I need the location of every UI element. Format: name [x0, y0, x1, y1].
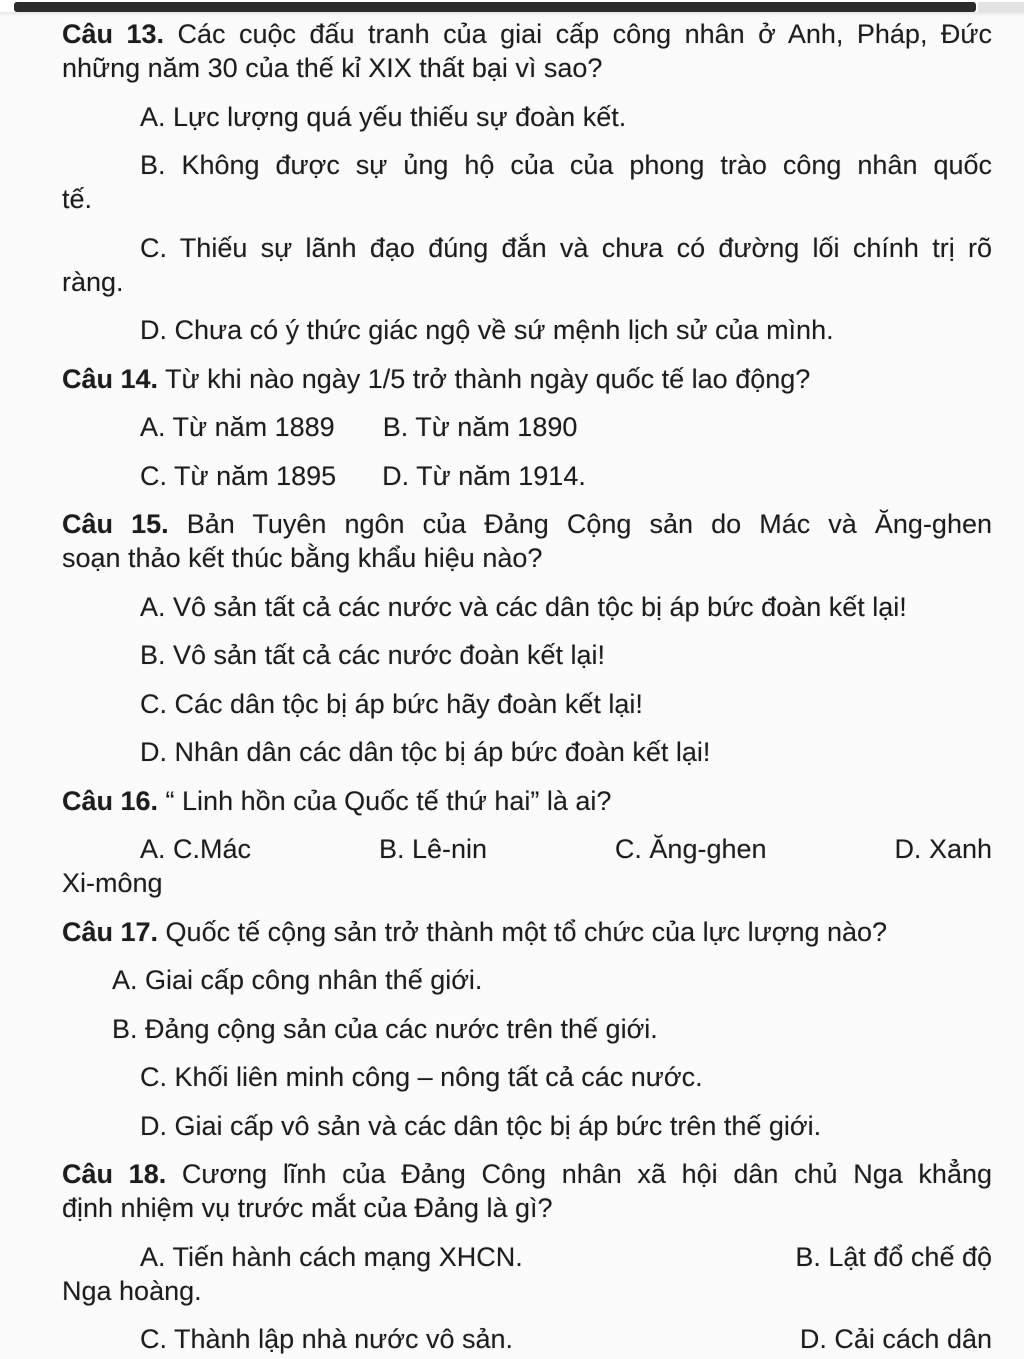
- option-block: [62, 963, 992, 997]
- option-block: [62, 1240, 992, 1308]
- option-row: [62, 1240, 992, 1274]
- document-body: [0, 13, 1024, 1356]
- text-line: B. Không được sự ủng hộ của của phong trào công nhân quốc: [140, 150, 992, 180]
- text-line: A. Lực lượng quá yếu thiếu sự đoàn kết.: [140, 101, 627, 132]
- question-number: Câu 16.: [62, 785, 159, 816]
- option-item: C. Thành lập nhà nước vô sản.: [140, 1324, 514, 1354]
- question-block: [62, 784, 992, 818]
- text-line: D. Giai cấp vô sản và các dân tộc bị áp bức trên thế giới.: [140, 1110, 822, 1141]
- option-item: C. Từ năm 1895: [140, 460, 337, 491]
- option-item: D. Cải cách dân: [799, 1324, 992, 1354]
- question-number: Câu 17.: [62, 916, 159, 947]
- option-item: A. Từ năm 1889: [140, 412, 335, 442]
- option-block: [62, 590, 992, 624]
- text-line: soạn thảo kết thúc bằng khẩu hiệu nào?: [62, 543, 543, 573]
- question-block: [62, 17, 992, 85]
- option-item: B. Lật đổ chế độ: [795, 1241, 992, 1272]
- text-line: C. Thiếu sự lãnh đạo đúng đắn và chưa có đường lối chính trị rõ: [140, 232, 992, 263]
- question-line: Câu 18. Cương lĩnh của Đảng Công nhân xã hội dân chủ Nga khẳng: [62, 1159, 992, 1189]
- text-line: định nhiệm vụ trước mắt của Đảng là gì?: [62, 1193, 553, 1223]
- text-line: C. Các dân tộc bị áp bức hãy đoàn kết lại!: [140, 688, 643, 719]
- question-line: Câu 16. “ Linh hồn của Quốc tế thứ hai” là ai?: [62, 785, 612, 816]
- photo-top-bar: [14, 2, 976, 12]
- option-row: [62, 832, 992, 866]
- text-line: những năm 30 của thế kỉ XIX thất bại vì sao?: [62, 53, 603, 83]
- option-item: B. Lê-nin: [378, 834, 488, 864]
- option-block: [62, 231, 992, 299]
- photo-top-bar-end: [978, 2, 1024, 12]
- text-line: Xi-mông: [62, 868, 163, 898]
- text-line: D. Nhân dân các dân tộc bị áp bức đoàn kết lại!: [140, 737, 711, 767]
- option-item: B. Từ năm 1890: [382, 412, 578, 442]
- option-block: [62, 1109, 992, 1143]
- question-number: Câu 18.: [62, 1159, 167, 1189]
- option-block: [62, 735, 992, 769]
- question-line: Câu 15. Bản Tuyên ngôn của Đảng Cộng sản do Mác và Ăng-ghen: [62, 509, 992, 539]
- option-block: [62, 313, 992, 347]
- option-item: A. C.Mác: [140, 834, 252, 864]
- option-block: [62, 1012, 992, 1046]
- question-block: [62, 362, 992, 396]
- text-line: A. Giai cấp công nhân thế giới.: [112, 965, 483, 995]
- text-line: A. Vô sản tất cả các nước và các dân tộc bị áp bức đoàn kết lại!: [140, 591, 907, 622]
- option-block: [62, 100, 992, 134]
- question-block: [62, 915, 992, 949]
- option-row: [62, 459, 992, 493]
- option-block: [62, 148, 992, 216]
- option-block: [62, 1322, 992, 1356]
- question-block: [62, 1157, 992, 1225]
- text-line: ràng.: [62, 266, 124, 297]
- option-block: [62, 638, 992, 672]
- question-line: Câu 13. Các cuộc đấu tranh của giai cấp công nhân ở Anh, Pháp, Đức: [62, 19, 992, 49]
- question-block: [62, 507, 992, 575]
- option-block: [62, 687, 992, 721]
- question-line: Câu 17. Quốc tế cộng sản trở thành một tổ chức của lực lượng nào?: [62, 916, 888, 947]
- option-block: [62, 1060, 992, 1094]
- text-line: B. Vô sản tất cả các nước đoàn kết lại!: [140, 640, 606, 670]
- text-line: C. Khối liên minh công – nông tất cả các nước.: [140, 1062, 703, 1092]
- option-block: [62, 410, 992, 444]
- question-number: Câu 15.: [62, 509, 169, 539]
- question-number: Câu 14.: [62, 363, 159, 394]
- option-item: A. Tiến hành cách mạng XHCN.: [140, 1241, 523, 1272]
- option-row: [62, 1322, 992, 1356]
- option-item: C. Ăng-ghen: [614, 834, 767, 864]
- option-item: D. Từ năm 1914.: [382, 460, 586, 491]
- question-line: Câu 14. Từ khi nào ngày 1/5 trở thành ngày quốc tế lao động?: [62, 363, 811, 394]
- option-item: D. Xanh: [894, 834, 992, 864]
- option-block: [62, 459, 992, 493]
- text-line: B. Đảng cộng sản của các nước trên thế giới.: [112, 1013, 658, 1044]
- option-row: [62, 410, 992, 444]
- text-line: Nga hoàng.: [62, 1275, 202, 1306]
- text-line: D. Chưa có ý thức giác ngộ về sứ mệnh lịch sử của mình.: [140, 315, 834, 345]
- text-line: tế.: [62, 184, 93, 214]
- option-block: [62, 832, 992, 900]
- question-number: Câu 13.: [62, 19, 165, 49]
